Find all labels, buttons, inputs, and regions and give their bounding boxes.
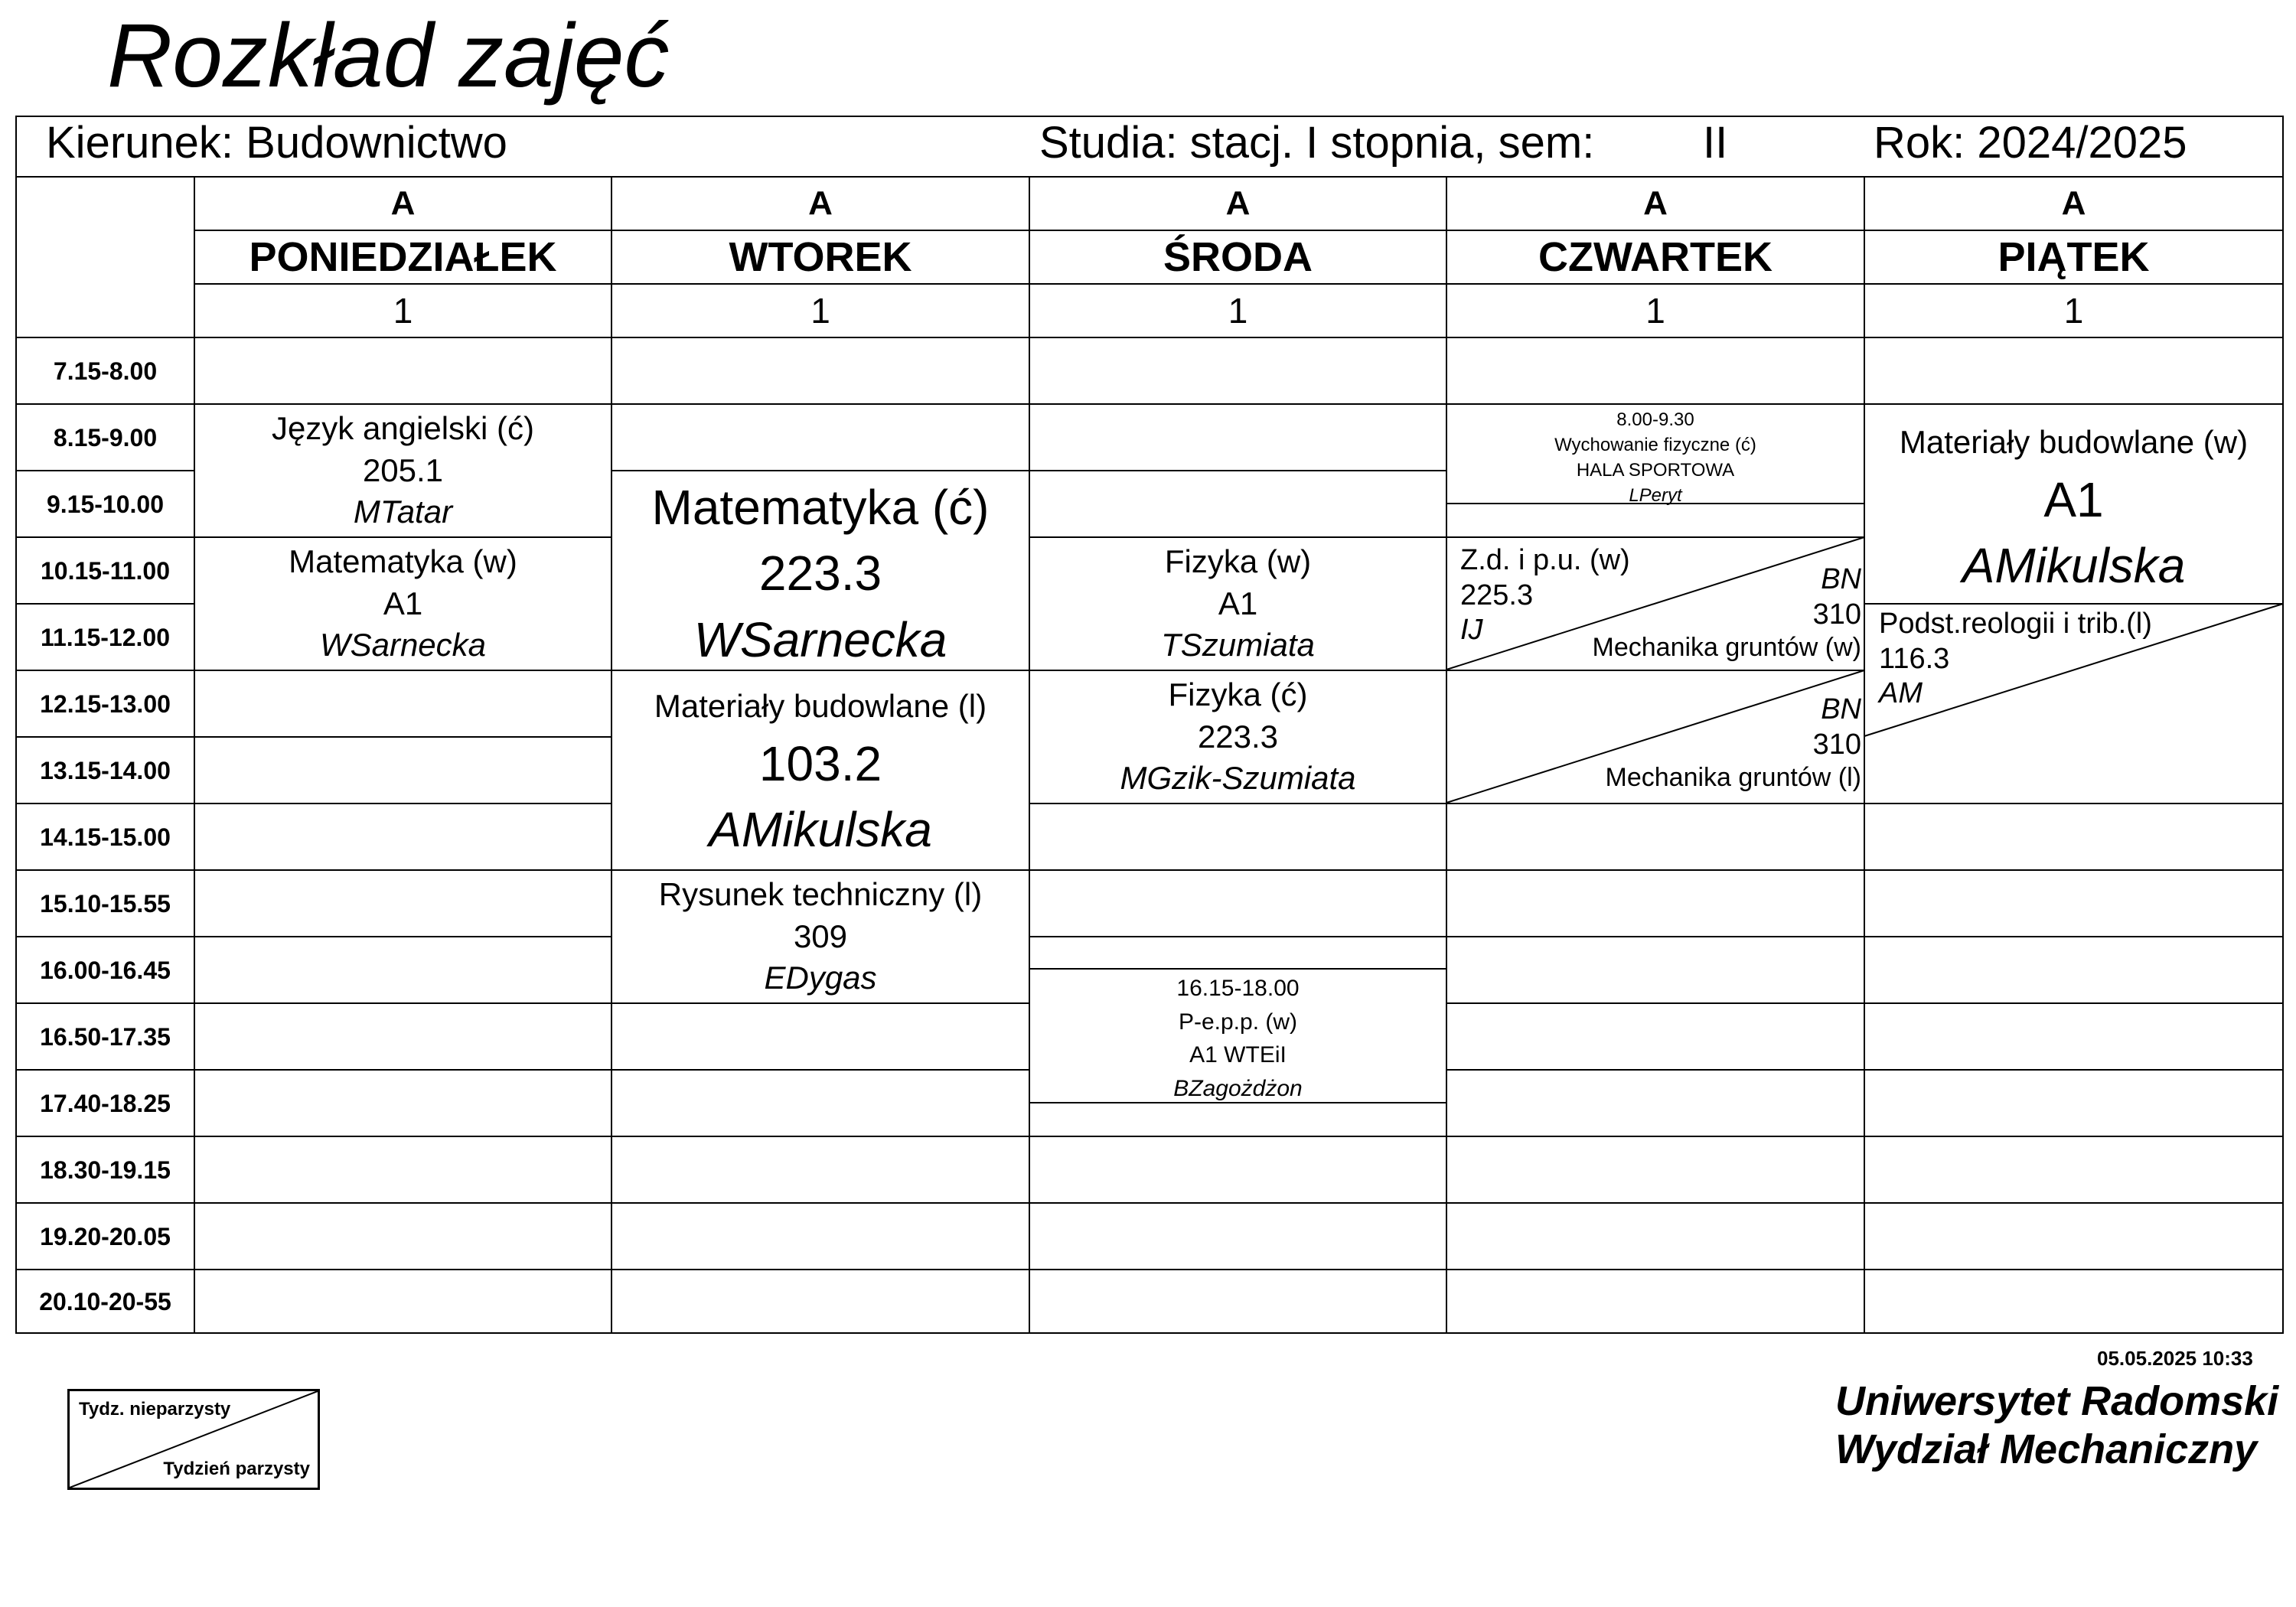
week-number-tue: 1 — [810, 291, 830, 331]
class-block-thu-mech-l-even[interactable] — [1606, 693, 1861, 794]
week-legend — [67, 1389, 320, 1490]
time-slot: 9.15-10.00 — [46, 490, 164, 518]
class-time: 8.00-9.30 — [1616, 409, 1694, 430]
class-teacher: WSarnecka — [319, 627, 487, 663]
class-room: A1 WTEiI — [1189, 1042, 1287, 1068]
class-teacher: TSzumiata — [1161, 627, 1315, 663]
class-subject: Materiały budowlane (l) — [654, 688, 987, 724]
day-name-mon: PONIEDZIAŁEK — [249, 234, 557, 280]
class-subject: Fizyka (ć) — [1168, 676, 1308, 712]
class-subject: P-e.p.p. (w) — [1178, 1009, 1298, 1035]
legend-even-week: Tydzień parzysty — [163, 1459, 310, 1479]
semester-value: II — [1703, 118, 1728, 168]
legend-odd-week: Tydz. nieparzysty — [79, 1399, 231, 1420]
page-title: Rozkład zajęć — [107, 5, 670, 106]
generated-date: 05.05.2025 10:33 — [2097, 1347, 2253, 1370]
class-teacher: BN — [1821, 563, 1861, 595]
class-room: A1 — [1218, 585, 1258, 621]
class-room: 225.3 — [1460, 579, 1534, 611]
time-slot: 14.15-15.00 — [40, 823, 171, 851]
time-slot: 16.00-16.45 — [40, 956, 171, 984]
week-number-wed: 1 — [1228, 291, 1248, 331]
time-slot: 19.20-20.05 — [40, 1222, 171, 1250]
week-number-fri: 1 — [2063, 291, 2084, 331]
class-subject: Wychowanie fizyczne (ć) — [1554, 435, 1756, 456]
rok-label: Rok: 2024/2025 — [1874, 118, 2187, 168]
time-slot: 10.15-11.00 — [40, 556, 171, 585]
class-subject: Mechanika gruntów (l) — [1605, 763, 1861, 793]
class-time: 16.15-18.00 — [1176, 976, 1300, 1001]
class-room: 309 — [793, 918, 848, 954]
class-teacher: AMikulska — [709, 802, 932, 858]
time-slot: 17.40-18.25 — [40, 1089, 171, 1117]
class-room: HALA SPORTOWA — [1576, 460, 1735, 481]
class-block-wed-fizyka-w[interactable] — [1030, 541, 1446, 667]
time-slot: 7.15-8.00 — [53, 357, 158, 385]
class-subject: Materiały budowlane (w) — [1899, 424, 2249, 460]
class-subject: Rysunek techniczny (l) — [658, 876, 983, 912]
class-subject: Mechanika gruntów (w) — [1592, 633, 1861, 663]
day-name-tue: WTOREK — [729, 234, 912, 280]
day-letter-thu: A — [1643, 184, 1668, 222]
class-teacher: EDygas — [764, 960, 877, 996]
day-letter-wed: A — [1225, 184, 1251, 222]
class-block-fri-materialy[interactable] — [1865, 417, 2282, 599]
class-block-tue-matematyka[interactable] — [612, 474, 1029, 673]
class-teacher: BN — [1821, 693, 1861, 725]
day-name-wed: ŚRODA — [1163, 234, 1313, 280]
class-subject: Podst.reologii i trib.(l) — [1879, 608, 2152, 640]
class-room: 223.3 — [758, 546, 882, 601]
day-letter-fri: A — [2061, 184, 2086, 222]
day-name-thu: CZWARTEK — [1538, 234, 1773, 280]
class-subject: Matematyka (ć) — [651, 480, 990, 535]
class-block-mon-matematyka[interactable] — [195, 541, 611, 667]
class-block-thu-wf[interactable] — [1447, 407, 1864, 508]
time-slot: 13.15-14.00 — [40, 756, 171, 784]
class-teacher: MGzik-Szumiata — [1120, 760, 1356, 797]
class-teacher: IJ — [1460, 614, 1483, 647]
class-room: 310 — [1812, 728, 1861, 761]
time-slot: 16.50-17.35 — [40, 1022, 171, 1051]
class-block-wed-fizyka-c[interactable] — [1030, 674, 1446, 800]
class-subject: Z.d. i p.u. (w) — [1460, 544, 1630, 576]
class-teacher: WSarnecka — [693, 611, 947, 667]
class-teacher: BZagożdżon — [1173, 1075, 1303, 1101]
university-label: Uniwersytet Radomski — [1835, 1378, 2279, 1424]
class-room: 310 — [1812, 598, 1861, 631]
class-room: 205.1 — [362, 451, 444, 488]
week-number-thu: 1 — [1645, 291, 1665, 331]
time-slot: 8.15-9.00 — [53, 423, 158, 451]
time-slot: 11.15-12.00 — [40, 623, 171, 651]
class-block-fri-podst-odd[interactable] — [1879, 607, 2152, 712]
class-block-tue-materialy[interactable] — [612, 681, 1029, 863]
class-block-tue-rysunek[interactable] — [612, 874, 1029, 999]
studia-label: Studia: stacj. I stopnia, sem: — [1039, 118, 1595, 168]
class-subject: Matematyka (w) — [289, 543, 517, 579]
class-block-thu-mech-w-even[interactable] — [1593, 562, 1861, 663]
kierunek-label: Kierunek: Budownictwo — [46, 118, 507, 168]
class-room: A1 — [2043, 472, 2104, 528]
class-room: 223.3 — [1197, 718, 1279, 755]
class-teacher: AMikulska — [1962, 538, 2186, 594]
class-subject: Fizyka (w) — [1164, 543, 1312, 579]
class-block-mon-angielski[interactable] — [195, 408, 611, 533]
time-slot: 15.10-15.55 — [40, 889, 171, 918]
week-number-mon: 1 — [393, 291, 413, 331]
time-slot: 12.15-13.00 — [40, 689, 171, 718]
day-name-fri: PIĄTEK — [1998, 234, 2150, 280]
university-name — [1835, 1377, 2278, 1473]
class-room: 116.3 — [1879, 642, 1950, 675]
class-room: A1 — [383, 585, 423, 621]
faculty-label: Wydział Mechaniczny — [1835, 1426, 2258, 1472]
class-teacher: AM — [1879, 677, 1923, 710]
class-room: 103.2 — [758, 736, 882, 792]
class-teacher: LPeryt — [1629, 485, 1682, 507]
class-block-wed-pepp[interactable] — [1030, 972, 1446, 1105]
time-slot: 18.30-19.15 — [40, 1156, 171, 1184]
time-slot: 20.10-20-55 — [39, 1287, 171, 1315]
class-teacher: MTatar — [353, 494, 453, 530]
day-letter-mon: A — [390, 184, 416, 222]
day-letter-tue: A — [808, 184, 833, 222]
class-subject: Język angielski (ć) — [271, 410, 535, 446]
